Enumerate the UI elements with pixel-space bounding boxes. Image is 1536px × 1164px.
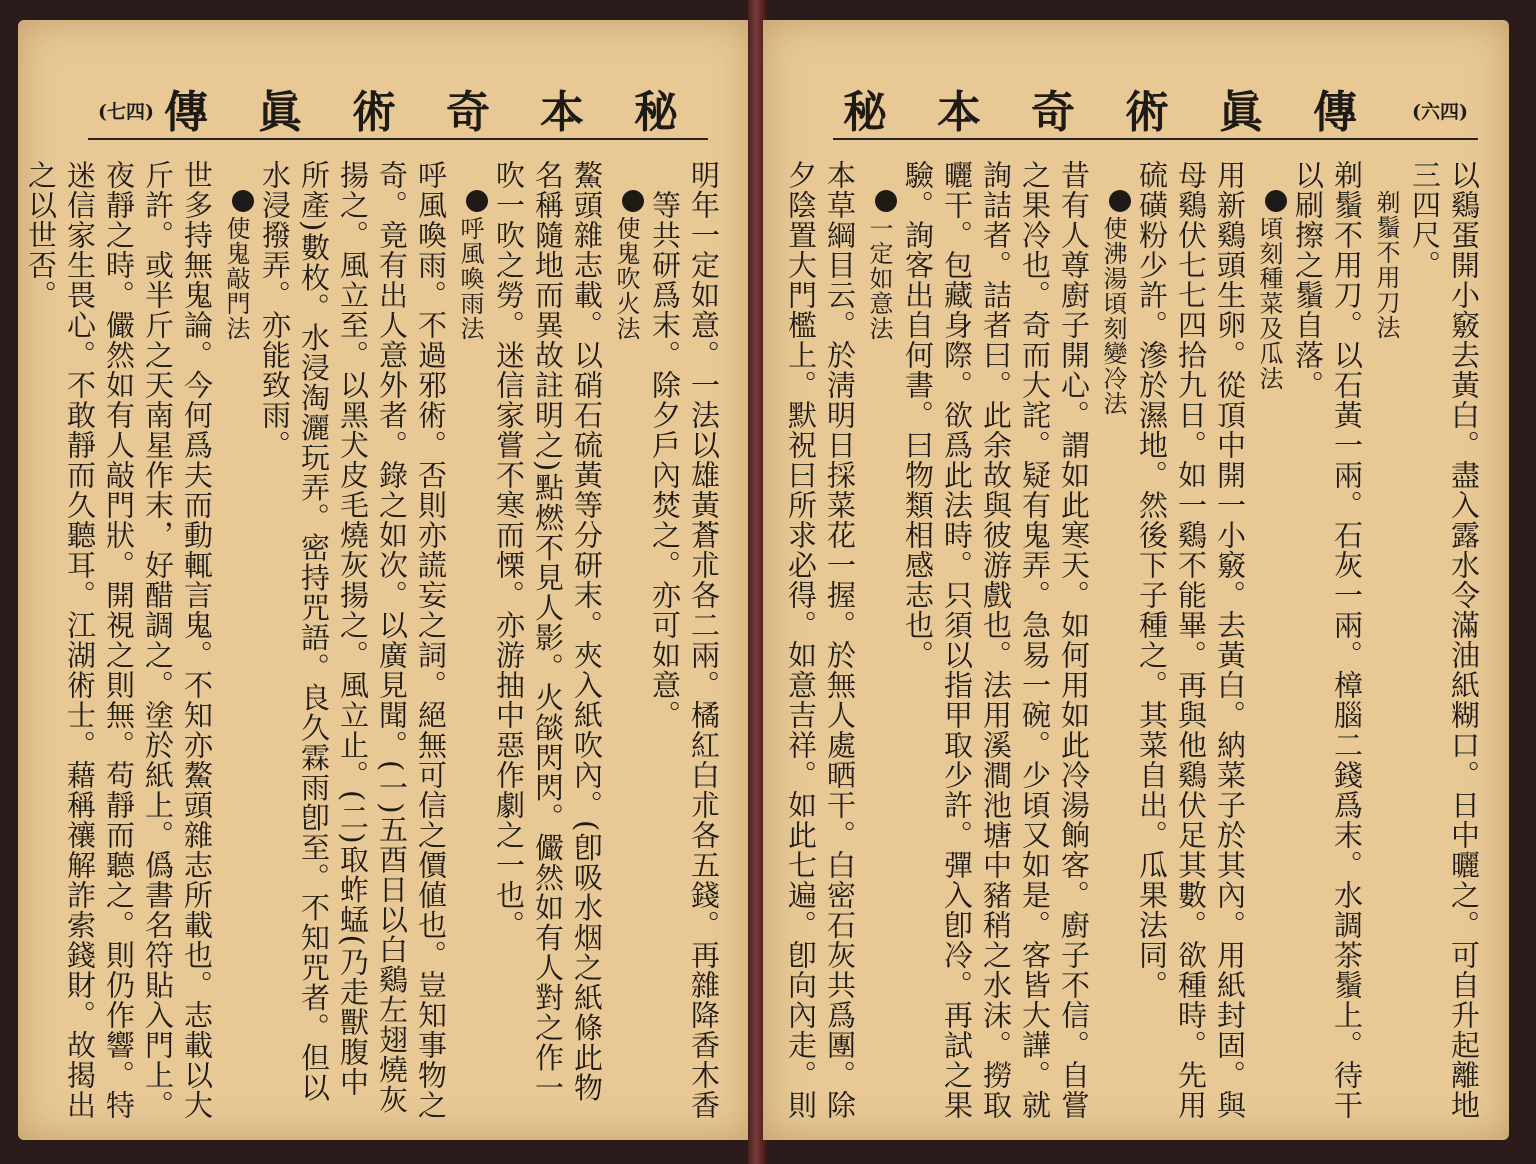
right-page-header: [833, 88, 1478, 140]
text-column: 剃鬚不用刀。以石黃一兩。石灰一兩。樟腦二錢爲末。水調茶鬚上。待干: [1330, 160, 1364, 1120]
left-page-text: [24, 160, 723, 1120]
right-page: [763, 20, 1509, 1140]
left-page-header: [88, 87, 728, 140]
text-column: 鰲頭雜志載。以硝石硫黃等分研末。夾入紙吹內。(卽吸水烟之紙條此物: [570, 160, 604, 1103]
bullet-icon: [1109, 190, 1131, 212]
text-column: 三四尺。: [1408, 160, 1442, 280]
right-page-number: (六四): [1412, 101, 1468, 123]
text-column: 曬干。包藏身際。欲爲此法時。只須以指甲取少許。彈入卽冷。再試之果: [940, 160, 974, 1120]
text-column: 世多持無鬼論。今何爲夫而動輒言鬼。不知亦鰲頭雜志所載也。志載以大: [180, 160, 214, 1120]
left-page: [18, 20, 753, 1140]
text-column: 名稱隨地而異故註明之)點燃不見人影。火燄閃閃。儼然如有人對之作一: [531, 160, 565, 1103]
bullet-icon: [232, 190, 254, 212]
text-column: 明年一定如意。一法以雄黃蒼朮各二兩。橘紅白朮各五錢。再雜降香木香: [687, 160, 721, 1120]
section-heading: 剃鬚不用刀法: [1372, 190, 1400, 340]
text-column: 迷信家生畏心。不敢靜而久聽耳。江湖術士。藉稱禳解詐索錢財。故揭出: [63, 160, 97, 1120]
section-heading: 頃刻種菜及瓜法: [1249, 160, 1288, 1120]
left-page-number: (七四): [98, 101, 154, 123]
text-column: 夜靜之時。儼然如有人敲門狀。開視之則無。苟靜而聽之。則仍作響。特: [102, 160, 136, 1120]
section-heading: 呼風喚雨法: [450, 160, 489, 1120]
section-heading: 使鬼吹火法: [606, 160, 645, 1120]
section-heading: 一定如意法: [859, 160, 898, 1120]
text-column: 奇。竟有出人意外者。錄之如次。以廣見聞。(一)五酉日以白鷄左翅燒灰: [375, 160, 409, 1115]
text-column: 等共研爲末。除夕戶內焚之。亦可如意。: [648, 190, 682, 730]
bullet-icon: [622, 190, 644, 212]
text-column: 本草綱目云。於淸明日採菜花一握。於無人處晒干。白密石灰共爲團。除: [823, 160, 857, 1120]
text-column: 以鷄蛋開小竅去黃白。盡入露水令滿油紙糊口。日中曬之。可自升起離地: [1447, 160, 1481, 1120]
text-column: 昔有人尊廚子開心。謂如此寒天。如何用如此冷湯餉客。廚子不信。自嘗: [1057, 160, 1091, 1120]
text-column: 所產)數枚。水浸淘灑玩弄。密持咒語。良久霖雨卽至。不知咒者。但以: [297, 160, 331, 1103]
text-column: 水浸撥弄。亦能致雨。: [258, 160, 292, 460]
bullet-icon: [875, 190, 897, 212]
text-column: 夕陰置大門檻上。默祝曰所求必得。如意吉祥。如此七遍。卽向內走。則: [784, 160, 818, 1120]
bullet-icon: [1265, 190, 1287, 212]
text-column: 母鷄伏七七四拾九日。如一鷄不能畢。再與他鷄伏足其數。欲種時。先用: [1174, 160, 1208, 1120]
text-column: 揚之。風立至。以黑犬皮毛燒灰揚之。風立止。(二)取蚱蜢(乃走獸腹中: [336, 160, 370, 1097]
text-column: 吹一吹之勞。迷信家嘗不寒而慄。亦游抽中惡作劇之一也。: [492, 160, 526, 940]
bullet-icon: [466, 190, 488, 212]
right-page-title: 秘本奇術眞傳: [843, 87, 1407, 138]
text-column: 驗。詢客出自何書。曰物類相感志也。: [901, 160, 935, 670]
text-column: 之以世否。: [24, 160, 58, 310]
text-column: 以刷擦之鬚自落。: [1291, 160, 1325, 400]
text-column: 用新鷄頭生卵。從頂中開一小竅。去黃白。納菜子於其內。用紙封固。與: [1213, 160, 1247, 1120]
right-page-text: [784, 160, 1483, 1120]
text-column: 硫磺粉少許。滲於濕地。然後下子種之。其菜自出。瓜果法同。: [1135, 160, 1169, 1000]
section-heading: 使沸湯頃刻變冷法: [1093, 160, 1132, 1120]
text-column: 詢詰者。詰者曰。此余故與彼游戲也。法用溪澗池塘中豬稍之水沫。撈取: [979, 160, 1013, 1120]
text-column: 之果冷也。奇而大詫。疑有鬼弄。急易一碗。少頃又如是。客皆大譁。就: [1018, 160, 1052, 1120]
section-heading: 使鬼敲門法: [216, 160, 255, 1120]
text-column: 斤許。或半斤之天南星作末，好醋調之。塗於紙上。僞書名符貼入門上。: [141, 160, 175, 1120]
left-page-title: 傳眞術奇本秘: [164, 87, 728, 138]
text-column: 呼風喚雨。不過邪術。否則亦謊妄之詞。絕無可信之價値也。豈知事物之: [414, 160, 448, 1120]
